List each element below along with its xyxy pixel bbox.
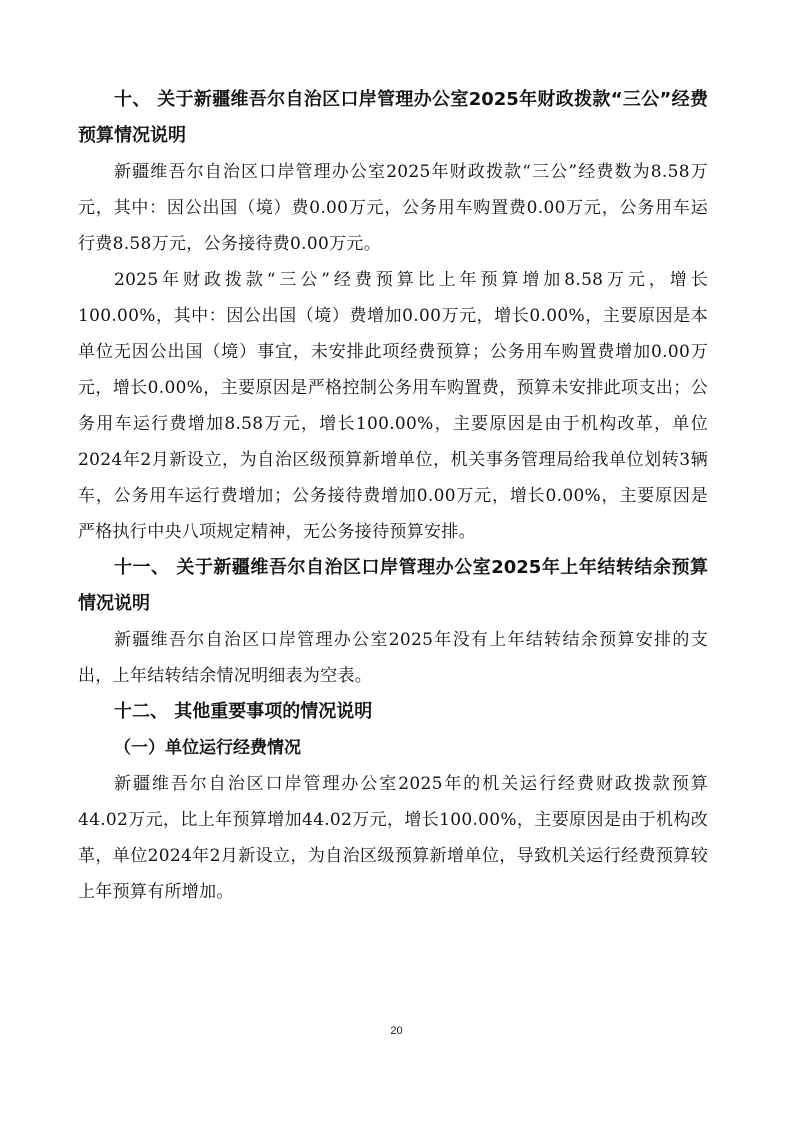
section-twelve-subheading: （一）单位运行经费情况 bbox=[114, 738, 301, 758]
section-ten-paragraph-2: 2025年财政拨款“三公”经费预算比上年预算增加8.58万元，增长100.00%，其中：因公出国（境）费增加0.00万元，增长0.00%，主要原因是本单位无因公出国（境）事宜，未安排此项经费预算；公务用车购置费增加0.00万元，增长0.00%，主要原因是严格控制公务用车购置费，预算未安排此项支出；公务用车运行费增加8.58万元，增长100.00%，主要原因是由于机构改革，单位2024年2月新设立，为自治区级预算新增单位，机关事务管理局给我单位划转3辆车，公务用车运行费增加；公务接待费增加0.00万元，增长0.00%，主要原因是严格执行中央八项规定精神，无公务接待预算安排。 bbox=[78, 270, 708, 542]
section-eleven bbox=[78, 550, 708, 694]
section-twelve-heading: 十二、 其他重要事项的情况说明 bbox=[114, 701, 373, 722]
section-twelve bbox=[78, 694, 708, 910]
section-eleven-paragraph-1: 新疆维吾尔自治区口岸管理办公室2025年没有上年结转结余预算安排的支出，上年结转结余情况明细表为空表。 bbox=[78, 630, 708, 686]
section-ten-heading: 十、 关于新疆维吾尔自治区口岸管理办公室2025年财政拨款“三公”经费预算情况说明 bbox=[78, 89, 708, 146]
section-ten bbox=[78, 82, 708, 550]
page-number: 20 bbox=[390, 1025, 403, 1037]
section-twelve-paragraph-1: 新疆维吾尔自治区口岸管理办公室2025年的机关运行经费财政拨款预算44.02万元，比上年预算增加44.02万元，增长100.00%，主要原因是由于机构改革，单位2024年2月新设立，为自治区级预算新增单位，导致机关运行经费预算较上年预算有所增加。 bbox=[78, 774, 708, 902]
section-eleven-heading: 十一、 关于新疆维吾尔自治区口岸管理办公室2025年上年结转结余预算情况说明 bbox=[78, 557, 708, 614]
document-body bbox=[78, 82, 708, 910]
section-ten-paragraph-1: 新疆维吾尔自治区口岸管理办公室2025年财政拨款“三公”经费数为8.58万元，其中：因公出国（境）费0.00万元，公务用车购置费0.00万元，公务用车运行费8.58万元，公务接待费0.00万元。 bbox=[78, 162, 708, 254]
